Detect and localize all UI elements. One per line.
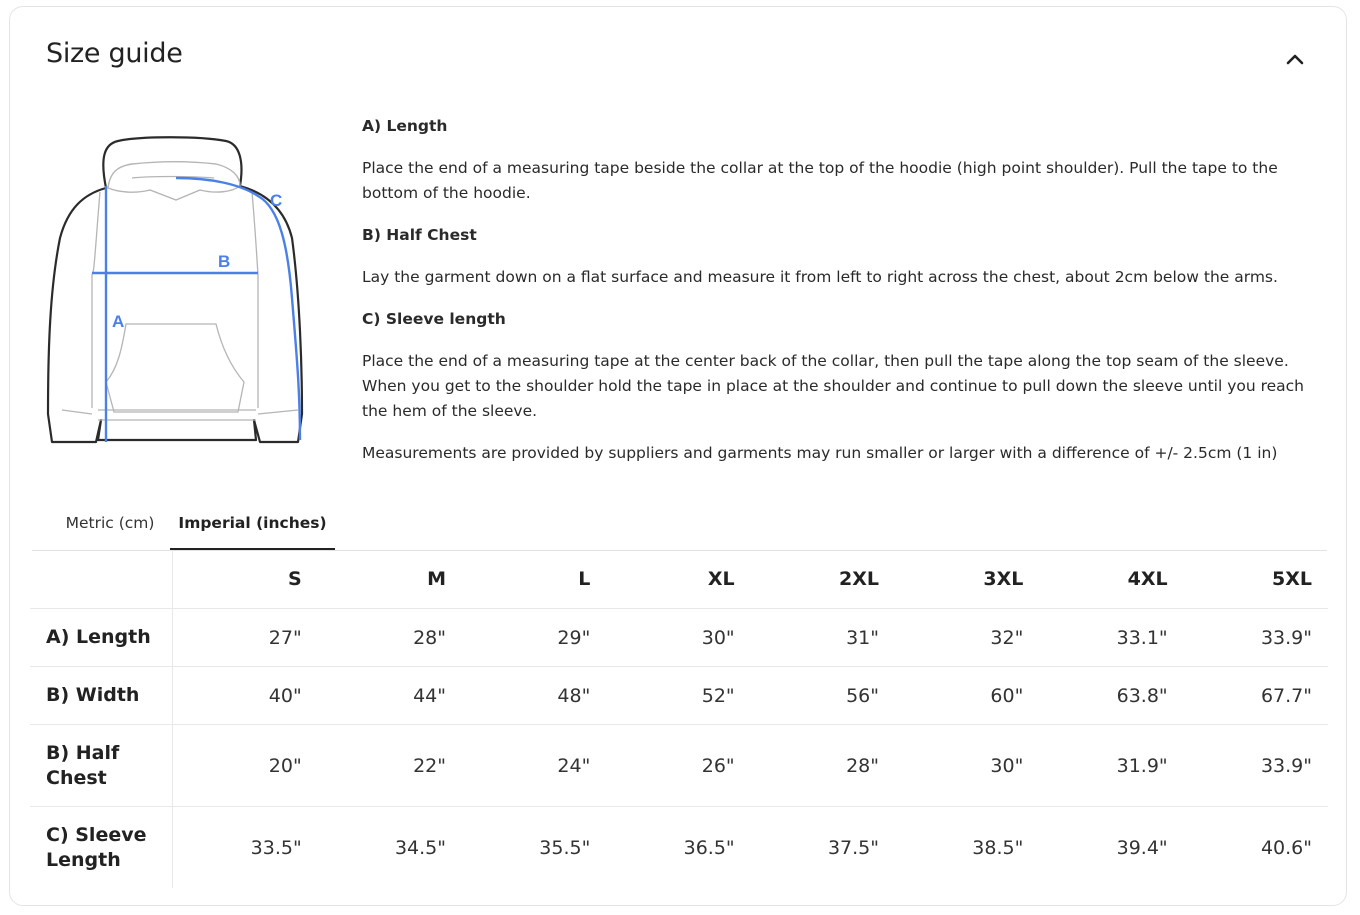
- tab-metric[interactable]: Metric (cm): [65, 514, 155, 532]
- table-cell: 35.5": [539, 836, 591, 859]
- table-cell: 27": [173, 609, 318, 667]
- size-table: [30, 550, 1328, 888]
- table-cell: 52": [606, 667, 750, 725]
- chest-text: Lay the garment down on a flat surface and measure it from left to right across the chest, about 2cm below the arms.: [362, 268, 1278, 286]
- table-cell: 20": [173, 725, 318, 807]
- sleeve-heading: C) Sleeve length: [362, 310, 506, 328]
- measurement-instructions: [362, 114, 1312, 483]
- label-c: C: [270, 191, 283, 210]
- table-cell: 38.5": [972, 836, 1024, 859]
- table-cell: 63.8": [1039, 667, 1183, 725]
- collapse-button[interactable]: [1278, 42, 1312, 76]
- table-cell: 28": [751, 725, 895, 807]
- table-cell: 31": [751, 609, 895, 667]
- length-heading: A) Length: [362, 117, 448, 135]
- size-header: XL: [606, 550, 750, 609]
- table-cell: 33.5": [250, 836, 302, 859]
- size-header: L: [462, 550, 606, 609]
- corner-cell: [30, 550, 173, 609]
- table-cell: 33.1": [1039, 609, 1183, 667]
- size-header: 2XL: [751, 550, 895, 609]
- table-cell: 34.5": [394, 836, 447, 859]
- table-cell: 40.6": [1260, 836, 1312, 859]
- size-header: 3XL: [895, 550, 1039, 609]
- chest-heading: B) Half Chest: [362, 226, 477, 244]
- unit-tabs: [32, 505, 1327, 551]
- row-label: C) Sleeve Length: [30, 807, 173, 889]
- size-header-row: [30, 550, 1328, 609]
- measure-c-line: [176, 178, 300, 440]
- table-row: [30, 609, 1328, 667]
- table-cell: 40": [173, 667, 318, 725]
- pocket-detail: [106, 324, 244, 412]
- table-cell: 24": [462, 725, 606, 807]
- table-cell: 29": [462, 609, 606, 667]
- sleeve-text: Place the end of a measuring tape at the center back of the collar, then pull the tape along the top seam of the sleeve. When you get to the shoulder hold the tape in place at the shoulder and continue to pull down the sleeve until you reach the hem of the sleeve.: [362, 352, 1305, 420]
- panel-title: Size guide: [46, 38, 183, 69]
- table-cell: 56": [751, 667, 895, 725]
- table-cell: 31.9": [1039, 725, 1183, 807]
- table-cell: 67.7": [1184, 667, 1328, 725]
- table-cell: 48": [462, 667, 606, 725]
- table-cell: 44": [318, 667, 462, 725]
- table-cell: 26": [606, 725, 750, 807]
- row-label: A) Length: [30, 609, 173, 667]
- size-header: S: [173, 550, 318, 609]
- length-text: Place the end of a measuring tape beside the collar at the top of the hoodie (high point shoulder). Pull the tape to the bottom of the hoodie.: [362, 159, 1278, 202]
- table-cell: 37.5": [827, 836, 879, 859]
- table-cell: 22": [318, 725, 462, 807]
- table-cell: 30": [895, 725, 1039, 807]
- chevron-up-icon: [1284, 48, 1306, 70]
- hoodie-outline: [48, 137, 302, 442]
- table-row: [30, 667, 1328, 725]
- hoodie-measurement-diagram: [40, 128, 312, 450]
- row-label: B) Half Chest: [30, 725, 173, 807]
- table-cell: 33.9": [1184, 725, 1328, 807]
- table-cell: 39.4": [1116, 836, 1168, 859]
- table-cell: 30": [606, 609, 750, 667]
- size-header: 4XL: [1039, 550, 1183, 609]
- measurement-note: Measurements are provided by suppliers and garments may run smaller or larger with a difference of +/- 2.5cm (1 in): [362, 444, 1278, 462]
- size-header: M: [318, 550, 462, 609]
- label-b: B: [218, 252, 231, 271]
- table-row: [30, 807, 1328, 889]
- label-a: A: [112, 312, 125, 331]
- table-row: [30, 725, 1328, 807]
- row-label: B) Width: [30, 667, 173, 725]
- table-cell: 32": [895, 609, 1039, 667]
- tab-imperial[interactable]: Imperial (inches): [170, 505, 335, 550]
- size-header: 5XL: [1184, 550, 1328, 609]
- table-cell: 36.5": [683, 836, 735, 859]
- table-cell: 28": [318, 609, 462, 667]
- table-cell: 33.9": [1184, 609, 1328, 667]
- table-cell: 60": [895, 667, 1039, 725]
